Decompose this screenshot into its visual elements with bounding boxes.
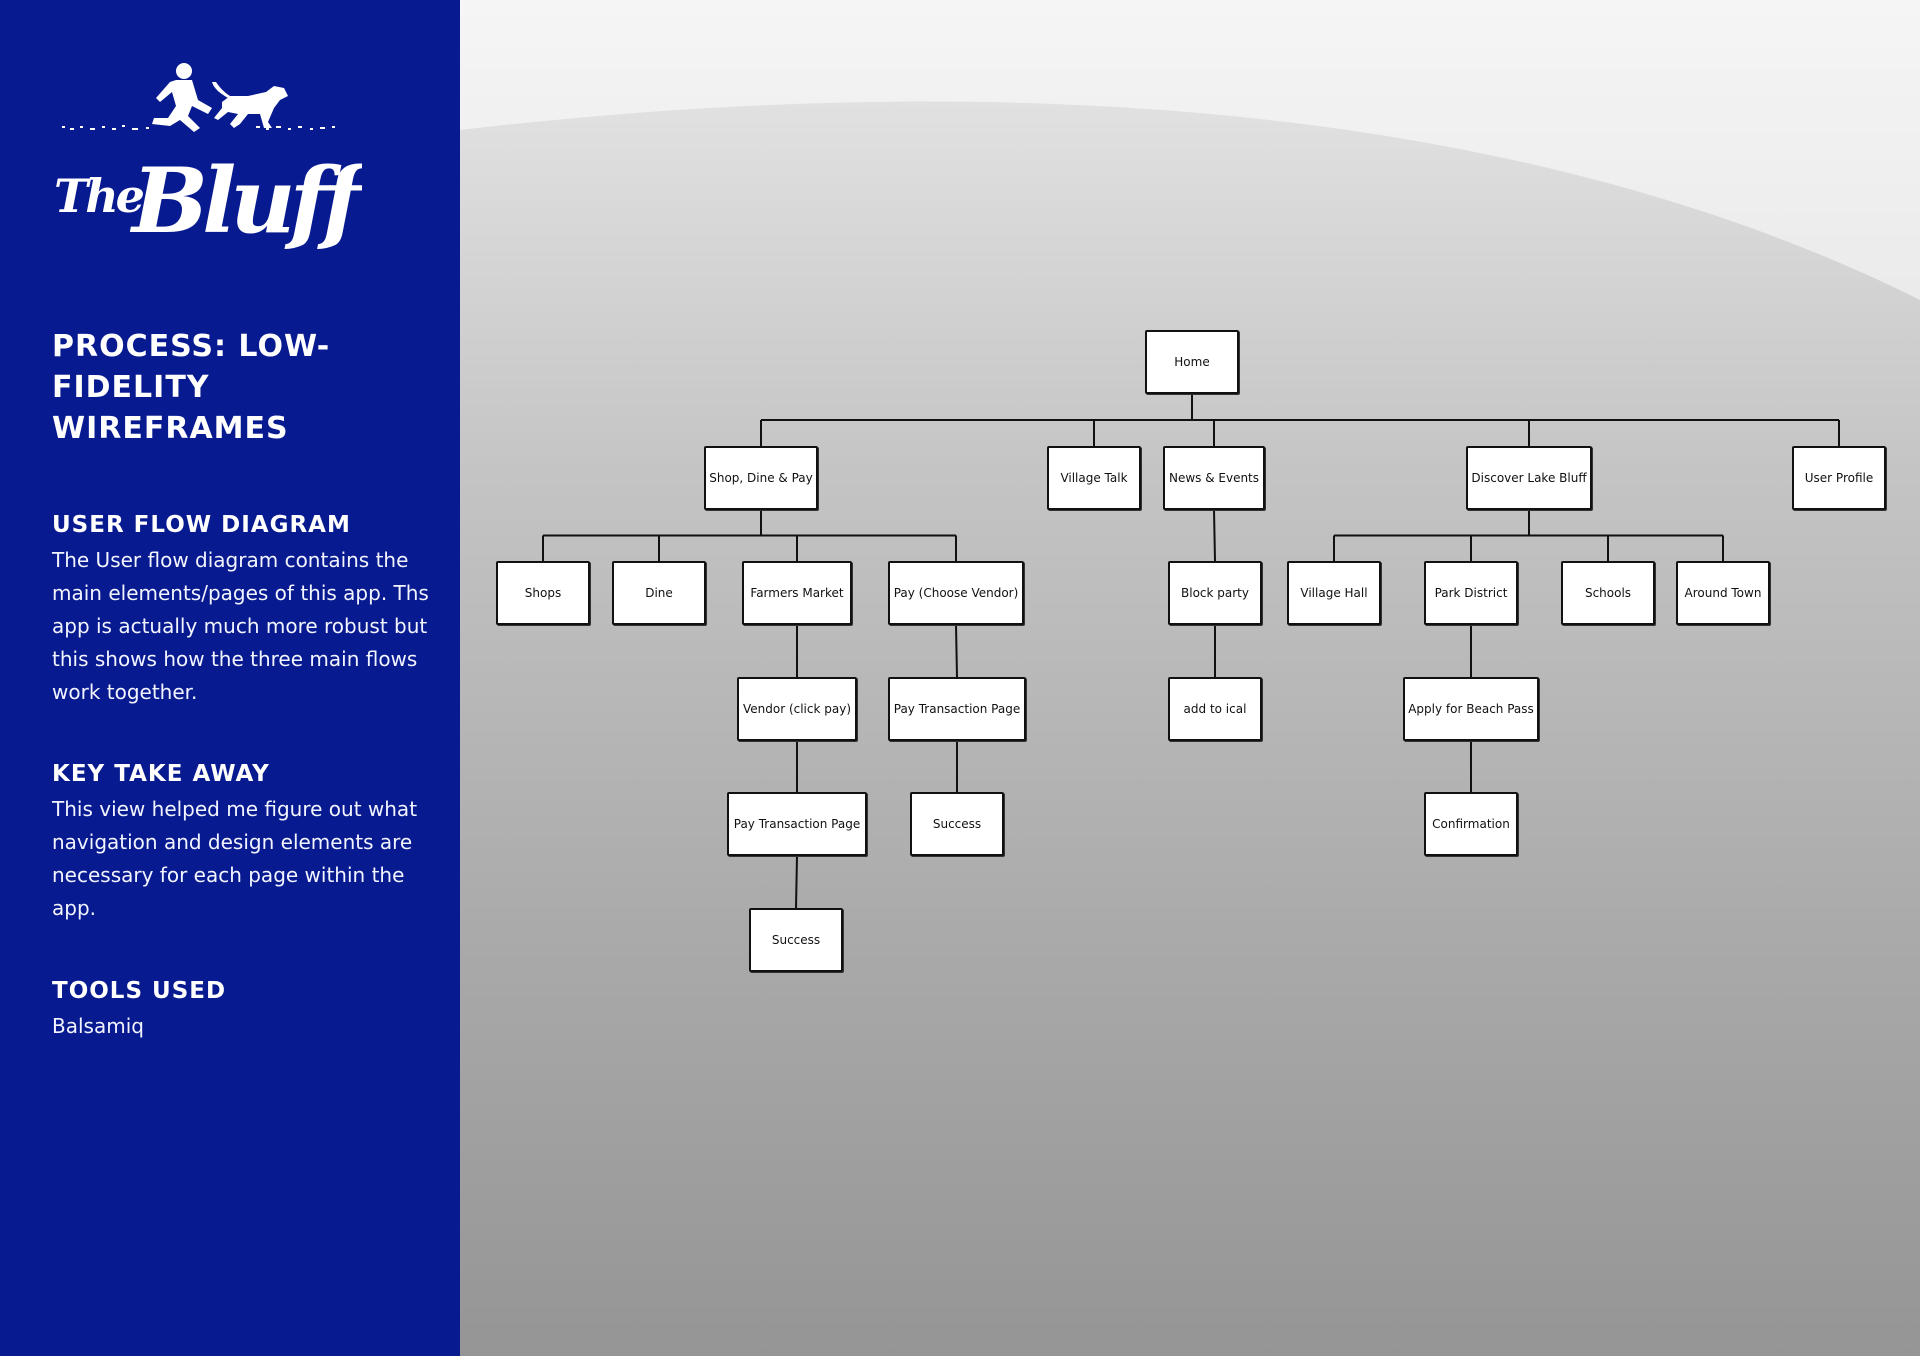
node-success-2[interactable]: Success [910, 792, 1004, 856]
node-schools[interactable]: Schools [1561, 561, 1655, 625]
node-farmers-market[interactable]: Farmers Market [742, 561, 852, 625]
node-pay-transaction-1[interactable]: Pay Transaction Page [727, 792, 867, 856]
node-apply-beach-pass[interactable]: Apply for Beach Pass [1403, 677, 1539, 741]
node-pay-transaction-2[interactable]: Pay Transaction Page [888, 677, 1026, 741]
diagram-canvas [460, 0, 1920, 1356]
node-user-profile[interactable]: User Profile [1792, 446, 1886, 510]
node-park-district[interactable]: Park District [1424, 561, 1518, 625]
node-village-talk[interactable]: Village Talk [1047, 446, 1141, 510]
tools-used-heading: TOOLS USED [52, 978, 227, 1004]
node-news-events[interactable]: News & Events [1163, 446, 1265, 510]
node-shop-dine-pay[interactable]: Shop, Dine & Pay [704, 446, 818, 510]
logo-the-text: The [54, 169, 142, 223]
user-flow-heading: USER FLOW DIAGRAM [52, 512, 351, 538]
tools-used-body: Balsamiq [52, 1014, 144, 1038]
node-around-town[interactable]: Around Town [1676, 561, 1770, 625]
key-take-away-body: This view helped me figure out what navigation and design elements are necessary for each page within the app. [52, 797, 418, 920]
node-dine[interactable]: Dine [612, 561, 706, 625]
node-success-1[interactable]: Success [749, 908, 843, 972]
key-take-away-heading: KEY TAKE AWAY [52, 761, 270, 787]
edge-news_events-block_party [1214, 510, 1215, 561]
node-home[interactable]: Home [1145, 330, 1239, 394]
the-bluff-logo [52, 62, 362, 252]
page-title [52, 326, 432, 449]
node-village-hall[interactable]: Village Hall [1287, 561, 1381, 625]
key-take-away-section [52, 759, 432, 925]
logo-bluff-text: Bluff [132, 148, 356, 252]
node-confirmation[interactable]: Confirmation [1424, 792, 1518, 856]
node-discover[interactable]: Discover Lake Bluff [1466, 446, 1592, 510]
node-vendor-click-pay[interactable]: Vendor (click pay) [737, 677, 857, 741]
node-add-to-ical[interactable]: add to ical [1168, 677, 1262, 741]
tools-used-section [52, 976, 432, 1043]
edge-pay_transaction_1-success_1 [796, 856, 797, 908]
node-shops[interactable]: Shops [496, 561, 590, 625]
user-flow-section [52, 510, 432, 709]
user-flow-body: The User flow diagram contains the main elements/pages of this app. Ths app is actually much more robust but this shows how the three main flows work together. [52, 548, 429, 704]
node-block-party[interactable]: Block party [1168, 561, 1262, 625]
node-pay-choose-vendor[interactable]: Pay (Choose Vendor) [888, 561, 1024, 625]
page-title-text: PROCESS: LOW-FIDELITY WIREFRAMES [52, 329, 331, 446]
user-flow-diagram [460, 0, 1920, 1356]
runner-and-dog-icon [52, 62, 362, 252]
sidebar [0, 0, 460, 1356]
edge-pay_choose_vendor-pay_transaction_2 [956, 625, 957, 677]
